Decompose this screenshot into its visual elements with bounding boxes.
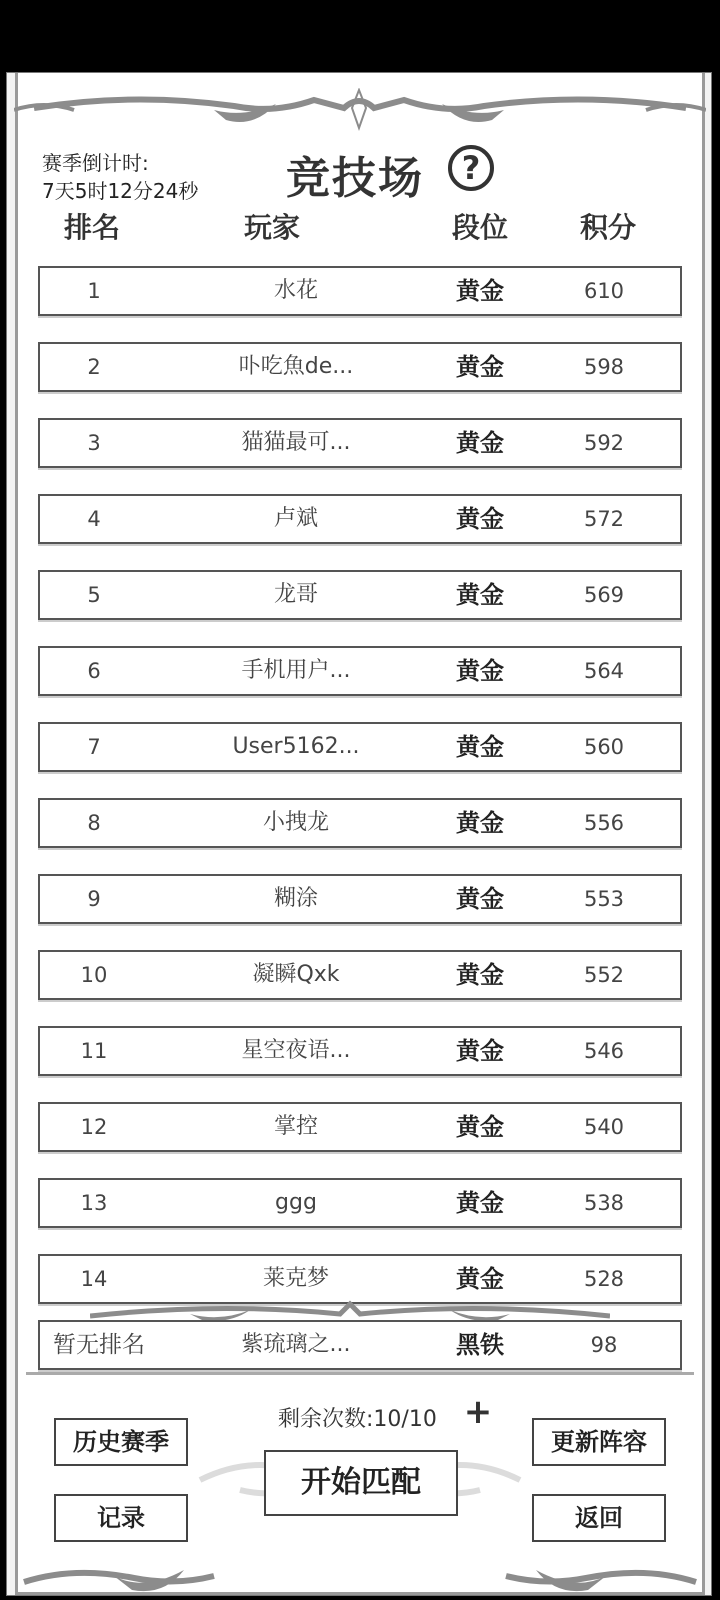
player-name: User5162... xyxy=(232,734,360,759)
table-row[interactable] xyxy=(38,798,682,848)
page-title: 竞技场 xyxy=(286,153,424,204)
my-score-cell: 98 xyxy=(590,1333,618,1357)
player-name: 水花 xyxy=(273,278,318,303)
rank-cell: 3 xyxy=(87,431,101,455)
table-row[interactable] xyxy=(38,418,682,468)
rank-cell: 2 xyxy=(87,355,101,379)
rank-cell: 12 xyxy=(80,1115,108,1139)
player-name: 莱克梦 xyxy=(262,1266,329,1291)
season-countdown-value: 7天5时12分24秒 xyxy=(42,179,199,203)
player-name: 手机用户... xyxy=(241,658,351,683)
rank-cell: 7 xyxy=(87,735,101,759)
tier-cell: 黄金 xyxy=(456,809,504,837)
score-cell: 592 xyxy=(583,431,625,455)
player-name: 星空夜语... xyxy=(241,1038,351,1063)
tier-cell: 黄金 xyxy=(456,657,504,685)
table-row[interactable] xyxy=(38,570,682,620)
score-cell: 564 xyxy=(583,659,625,683)
column-header-score: 积分 xyxy=(580,211,637,244)
my-player-name: 紫琉璃之... xyxy=(241,1332,351,1357)
column-header-tier: 段位 xyxy=(452,211,509,244)
column-header-rank: 排名 xyxy=(64,211,121,244)
table-row[interactable] xyxy=(38,266,682,316)
table-row[interactable] xyxy=(38,950,682,1000)
tier-cell: 黄金 xyxy=(456,885,504,913)
score-cell: 528 xyxy=(583,1267,625,1291)
tier-cell: 黄金 xyxy=(456,581,504,609)
back-button[interactable]: 返回 xyxy=(532,1494,666,1542)
records-button[interactable]: 记录 xyxy=(54,1494,188,1542)
score-cell: 538 xyxy=(583,1191,625,1215)
rank-cell: 4 xyxy=(87,507,101,531)
player-name: 掌控 xyxy=(273,1114,318,1139)
player-name: ggg xyxy=(275,1190,317,1215)
score-cell: 540 xyxy=(583,1115,625,1139)
table-row[interactable] xyxy=(38,342,682,392)
tier-cell: 黄金 xyxy=(456,429,504,457)
footer-divider xyxy=(26,1372,694,1375)
score-cell: 569 xyxy=(583,583,625,607)
player-name: 龙哥 xyxy=(273,582,318,607)
score-cell: 572 xyxy=(583,507,625,531)
rank-cell: 14 xyxy=(80,1267,108,1291)
rank-cell: 6 xyxy=(87,659,101,683)
tier-cell: 黄金 xyxy=(456,277,504,305)
top-ornament xyxy=(14,88,706,134)
rank-cell: 13 xyxy=(80,1191,108,1215)
tier-cell: 黄金 xyxy=(456,1265,504,1293)
add-attempts-icon[interactable]: + xyxy=(463,1392,493,1432)
tier-cell: 黄金 xyxy=(456,1037,504,1065)
player-name: 小拽龙 xyxy=(262,810,329,835)
table-row[interactable] xyxy=(38,494,682,544)
table-row[interactable] xyxy=(38,722,682,772)
player-name: 凝瞬Qxk xyxy=(252,962,340,987)
tier-cell: 黄金 xyxy=(456,1113,504,1141)
update-lineup-button[interactable]: 更新阵容 xyxy=(532,1418,666,1466)
rank-cell: 5 xyxy=(87,583,101,607)
score-cell: 553 xyxy=(583,887,625,911)
table-row[interactable] xyxy=(38,646,682,696)
rank-cell: 9 xyxy=(87,887,101,911)
player-name: 猫猫最可... xyxy=(241,430,351,455)
start-match-button[interactable]: 开始匹配 xyxy=(264,1450,458,1516)
my-tier-cell: 黑铁 xyxy=(456,1331,504,1359)
rank-cell: 11 xyxy=(80,1039,108,1063)
column-header-player: 玩家 xyxy=(244,211,301,244)
tier-cell: 黄金 xyxy=(456,961,504,989)
rank-cell: 1 xyxy=(87,279,101,303)
help-icon[interactable]: ? xyxy=(448,145,494,191)
remaining-attempts: 剩余次数:10/10 xyxy=(278,1407,437,1432)
bottom-ornament xyxy=(14,1556,706,1596)
my-rank-row[interactable] xyxy=(38,1320,682,1370)
player-name: 糊涂 xyxy=(273,886,318,911)
rank-cell: 8 xyxy=(87,811,101,835)
player-name: 卟吃魚de... xyxy=(238,354,354,379)
table-row[interactable] xyxy=(38,874,682,924)
table-row[interactable] xyxy=(38,1102,682,1152)
score-cell: 598 xyxy=(583,355,625,379)
status-bar xyxy=(0,0,720,72)
player-name: 卢斌 xyxy=(273,506,318,531)
score-cell: 556 xyxy=(583,811,625,835)
score-cell: 560 xyxy=(583,735,625,759)
score-cell: 610 xyxy=(583,279,625,303)
tier-cell: 黄金 xyxy=(456,1189,504,1217)
season-countdown-label: 赛季倒计时: xyxy=(42,151,149,175)
tier-cell: 黄金 xyxy=(456,353,504,381)
tier-cell: 黄金 xyxy=(456,505,504,533)
score-cell: 546 xyxy=(583,1039,625,1063)
my-rank-cell: 暂无排名 xyxy=(53,1332,145,1358)
score-cell: 552 xyxy=(583,963,625,987)
history-season-button[interactable]: 历史赛季 xyxy=(54,1418,188,1466)
table-row[interactable] xyxy=(38,1178,682,1228)
rank-cell: 10 xyxy=(80,963,108,987)
table-row[interactable] xyxy=(38,1254,682,1304)
table-row[interactable] xyxy=(38,1026,682,1076)
tier-cell: 黄金 xyxy=(456,733,504,761)
